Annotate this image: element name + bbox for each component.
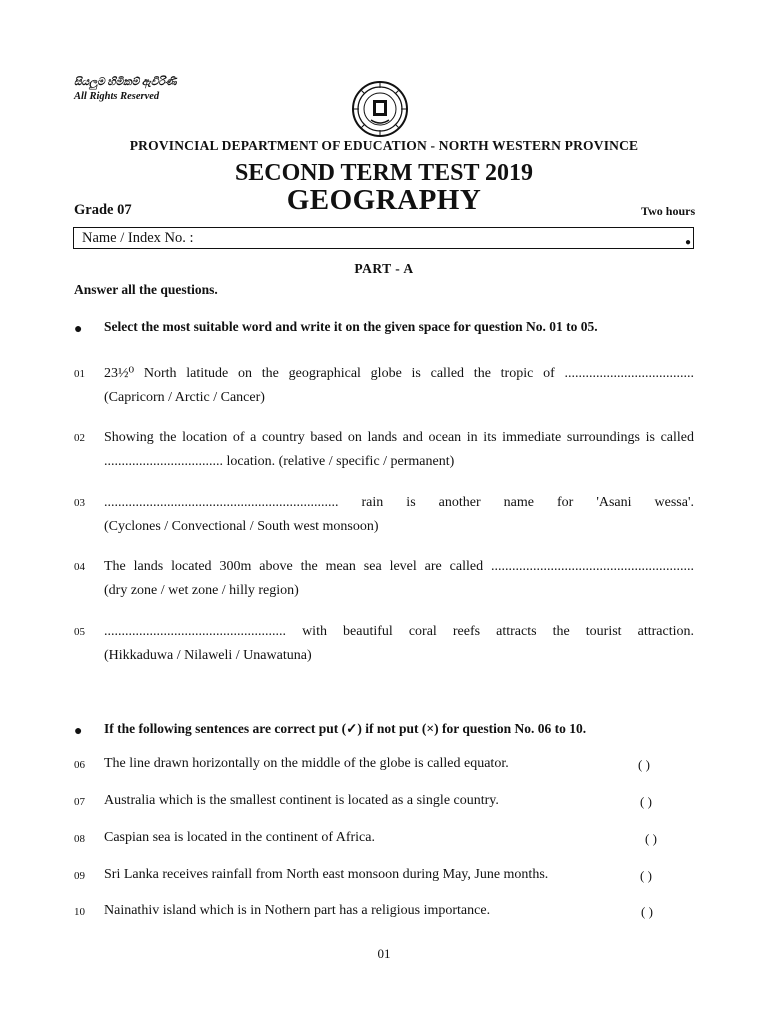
question-02: [104, 426, 694, 474]
statement-text: Nainathiv island which is in Nothern part has a religious importance.: [104, 903, 491, 918]
bullet-icon: ●: [74, 322, 83, 337]
answer-box[interactable]: ( ): [638, 757, 650, 772]
rights-notice: [74, 76, 177, 104]
question-01: [104, 362, 694, 410]
question-04: [104, 555, 694, 603]
question-number: 08: [74, 833, 85, 845]
answer-box[interactable]: ( ): [641, 904, 653, 919]
question-number: 03: [74, 497, 85, 509]
question-number: 05: [74, 626, 85, 638]
question-05: [104, 620, 694, 668]
answer-all-instruction: Answer all the questions.: [74, 282, 218, 297]
section1-instruction: Select the most suitable word and write it on the given space for question No. 01 to 05.: [104, 319, 598, 334]
subject-title: GEOGRAPHY: [286, 184, 482, 216]
statement-text: Australia which is the smallest continent is located as a single country.: [104, 793, 499, 808]
question-number: 06: [74, 759, 85, 771]
term-title: SECOND TERM TEST 2019: [234, 160, 534, 186]
statement-text: Sri Lanka receives rainfall from North east monsoon during May, June months.: [104, 867, 549, 882]
question-options: .................................. location. (relative / specific / permanent): [104, 454, 455, 469]
question-text: Showing the location of a country based on lands and ocean in its immediate surroundings is called: [104, 430, 694, 445]
department-title: PROVINCIAL DEPARTMENT OF EDUCATION - NORTH WESTERN PROVINCE: [129, 138, 639, 153]
name-index-label: Name / Index No. :: [82, 230, 194, 246]
page-number: 01: [377, 946, 391, 961]
section2-instruction: If the following sentences are correct put (✓) if not put (×) for question No. 06 to 10.: [104, 721, 587, 736]
question-number: 01: [74, 368, 85, 380]
question-number: 09: [74, 870, 85, 882]
provincial-emblem-icon: [351, 80, 409, 138]
answer-box[interactable]: ( ): [640, 868, 652, 883]
answer-box[interactable]: ( ): [640, 794, 652, 809]
question-text: ................................................................... rain is another name for 'Asani wessa'.: [104, 495, 694, 510]
question-text: .................................................... with beautiful coral reefs attracts the tourist attraction.: [104, 624, 694, 639]
question-03: [104, 491, 694, 539]
question-options: (Hikkaduwa / Nilaweli / Unawatuna): [104, 648, 312, 663]
rights-english: All Rights Reserved: [74, 91, 160, 102]
question-text: The lands located 300m above the mean sea level are called ..........................................................: [104, 559, 694, 574]
duration-label: Two hours: [641, 204, 696, 218]
statement-text: The line drawn horizontally on the middle of the globe is called equator.: [104, 756, 509, 771]
grade-label: Grade 07: [74, 202, 132, 218]
statement-text: Caspian sea is located in the continent of Africa.: [104, 830, 375, 845]
part-a-title: PART - A: [354, 261, 414, 276]
question-number: 10: [74, 906, 85, 918]
name-index-field[interactable]: [73, 227, 694, 249]
field-end-dot: ●: [684, 237, 691, 248]
question-number: 04: [74, 561, 85, 573]
question-options: (Cyclones / Convectional / South west monsoon): [104, 519, 379, 534]
question-number: 02: [74, 432, 85, 444]
answer-box[interactable]: ( ): [645, 831, 657, 846]
question-text: 23½⁰ North latitude on the geographical globe is called the tropic of .....................................: [104, 366, 694, 381]
bullet-icon: ●: [74, 724, 83, 739]
question-options: (Capricorn / Arctic / Cancer): [104, 390, 265, 405]
rights-sinhala: සියලුම හිමිකම් ඇවිරිණි: [74, 77, 177, 88]
question-number: 07: [74, 796, 85, 808]
question-options: (dry zone / wet zone / hilly region): [104, 583, 299, 598]
